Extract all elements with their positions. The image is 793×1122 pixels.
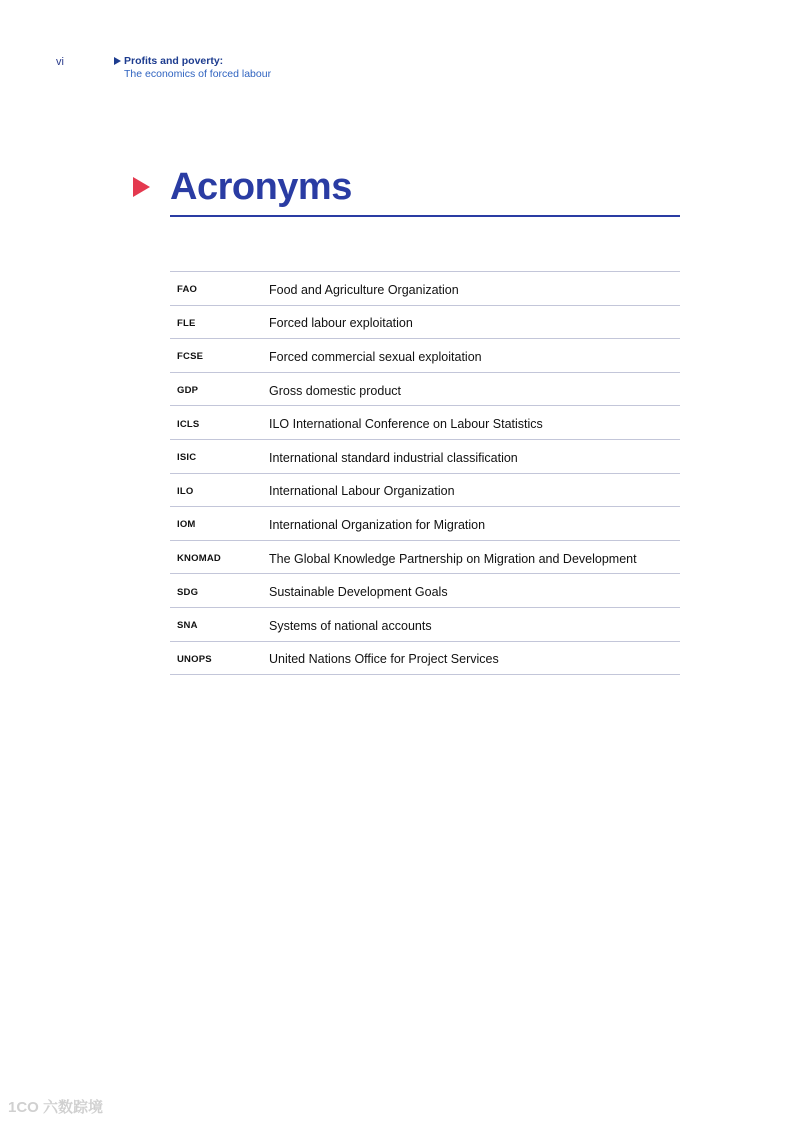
acronym-abbr: FCSE (170, 339, 269, 373)
triangle-marker-icon (114, 57, 121, 65)
acronym-abbr: ICLS (170, 406, 269, 440)
table-row (170, 574, 680, 608)
acronym-abbr: KNOMAD (170, 540, 269, 574)
page-title: Acronyms (170, 166, 352, 208)
acronym-abbr: ISIC (170, 439, 269, 473)
acronym-definition: Food and Agriculture Organization (269, 272, 680, 306)
table-row (170, 473, 680, 507)
watermark: 1CO 六数踪境 (8, 1099, 104, 1116)
table-row (170, 507, 680, 541)
acronym-abbr: SDG (170, 574, 269, 608)
acronym-definition: Forced labour exploitation (269, 305, 680, 339)
table-row (170, 272, 680, 306)
running-head-title: Profits and poverty: (124, 55, 224, 67)
acronym-abbr: GDP (170, 372, 269, 406)
acronym-definition: International Labour Organization (269, 473, 680, 507)
acronym-definition: United Nations Office for Project Services (269, 641, 680, 675)
acronym-definition: Gross domestic product (269, 372, 680, 406)
heading-divider (170, 215, 680, 217)
page-number: vi (56, 56, 64, 68)
heading-triangle-icon (133, 177, 150, 197)
acronym-abbr: IOM (170, 507, 269, 541)
table-row (170, 305, 680, 339)
table-row (170, 607, 680, 641)
acronym-definition: International Organization for Migration (269, 507, 680, 541)
acronym-abbr: FLE (170, 305, 269, 339)
table-row (170, 406, 680, 440)
acronym-abbr: UNOPS (170, 641, 269, 675)
acronym-definition: Forced commercial sexual exploitation (269, 339, 680, 373)
acronym-abbr: SNA (170, 607, 269, 641)
running-head (114, 55, 271, 81)
table-row (170, 540, 680, 574)
table-row (170, 339, 680, 373)
table-row (170, 641, 680, 675)
acronym-abbr: FAO (170, 272, 269, 306)
acronym-definition: International standard industrial classification (269, 439, 680, 473)
acronym-definition: Systems of national accounts (269, 607, 680, 641)
acronym-definition: Sustainable Development Goals (269, 574, 680, 608)
acronym-abbr: ILO (170, 473, 269, 507)
acronym-definition: The Global Knowledge Partnership on Migration and Development (269, 540, 680, 574)
acronym-definition: ILO International Conference on Labour Statistics (269, 406, 680, 440)
table-row (170, 372, 680, 406)
running-head-subtitle: The economics of forced labour (124, 68, 272, 80)
acronyms-table (170, 271, 680, 675)
table-row (170, 439, 680, 473)
